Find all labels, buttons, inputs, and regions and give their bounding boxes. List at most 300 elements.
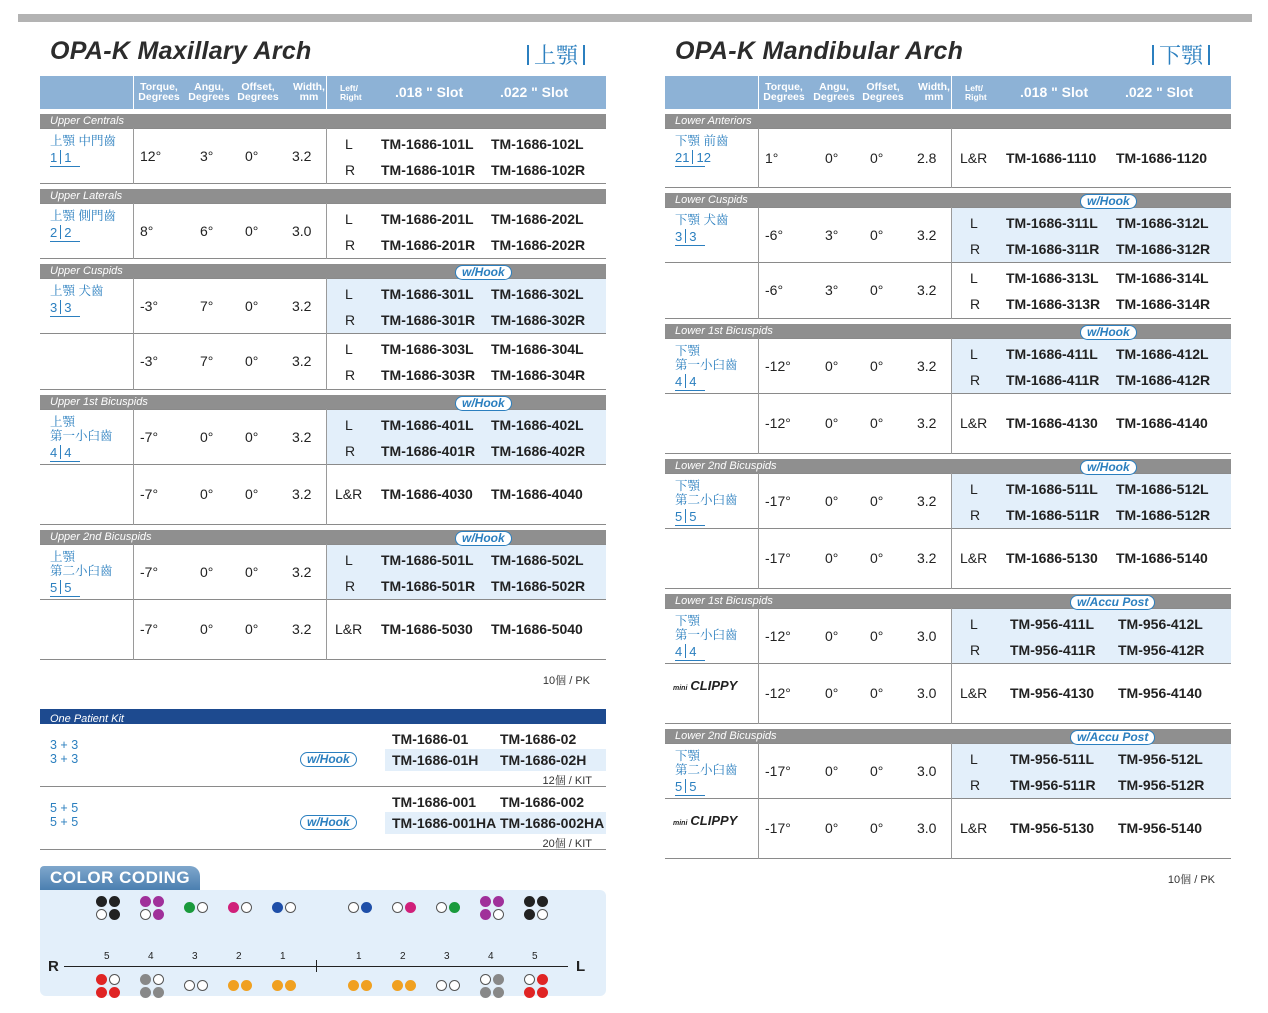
- kit-tooth-upper: [50, 738, 78, 752]
- part-018: TM-1686-5030: [381, 621, 473, 637]
- label-line: 下顎 前齒: [675, 134, 729, 148]
- tooth-left: 1: [50, 150, 58, 165]
- bracket-dot-bottom: [524, 974, 535, 985]
- slot-022-header: .022 " Slot: [1125, 84, 1194, 100]
- side-value: L: [345, 552, 353, 568]
- tooth-right: 5: [64, 580, 72, 595]
- bracket-dot-bottom: [197, 980, 208, 991]
- col-divider: [758, 128, 759, 188]
- kit-code-a: TM-1686-01H: [392, 752, 479, 768]
- part-018: TM-1686-511L: [1006, 481, 1098, 497]
- side-value: R: [345, 237, 356, 253]
- side-value: L: [345, 417, 353, 433]
- bracket-dot-bottom: [153, 974, 164, 985]
- part-018: TM-1686-201R: [381, 237, 476, 253]
- torque-header: [762, 82, 806, 102]
- bracket-dot-top: [109, 909, 120, 920]
- part-018: TM-1686-311L: [1006, 215, 1098, 231]
- kit-code-a: TM-1686-001: [392, 794, 477, 810]
- col-divider: [326, 128, 327, 184]
- table-row: [40, 128, 606, 184]
- bracket-dot-bottom: [480, 974, 491, 985]
- part-022: TM-1686-202R: [491, 237, 586, 253]
- table-row: [665, 338, 1231, 394]
- offset-value: 0°: [870, 763, 884, 779]
- part-018: TM-1686-501L: [381, 552, 474, 568]
- part-022: TM-1686-312R: [1116, 241, 1211, 257]
- torque-value: -7°: [140, 564, 159, 580]
- angulation-value: 7°: [200, 298, 214, 314]
- kit-code-b: TM-1686-02: [500, 731, 577, 747]
- side-value: R: [345, 443, 356, 459]
- kit-header: [40, 709, 606, 724]
- kt-bar: +: [56, 801, 72, 815]
- table-row: [665, 128, 1231, 188]
- kt: 3: [71, 752, 79, 766]
- kt: 3: [50, 738, 57, 752]
- offset-value: 0°: [245, 621, 259, 637]
- tooth-right: 2: [64, 225, 72, 240]
- width-header-l2: mm: [924, 91, 944, 103]
- kit-row: [40, 787, 606, 850]
- tooth-left: 5: [675, 509, 683, 524]
- offset-header: [236, 82, 280, 102]
- left-right-header: [965, 84, 987, 102]
- bracket-dot-bottom: [537, 974, 548, 985]
- offset-value: 0°: [870, 685, 884, 701]
- label-line: 下顎: [675, 749, 701, 763]
- torque-value: -7°: [140, 429, 159, 445]
- bracket-dot-bottom: [348, 980, 359, 991]
- side-value: L&R: [960, 685, 988, 701]
- width-header: [287, 82, 331, 102]
- tooth-right: 5: [689, 509, 697, 524]
- part-018: TM-956-411L: [1010, 616, 1095, 632]
- column-header: [40, 76, 606, 109]
- side-value: R: [345, 162, 356, 178]
- part-018: TM-1686-501R: [381, 578, 476, 594]
- table-row: [665, 473, 1231, 529]
- torque-value: 12°: [140, 148, 162, 164]
- tooth-left: 5: [675, 779, 683, 794]
- section-bar: [665, 324, 1231, 338]
- clippy-name: CLIPPY: [690, 813, 738, 828]
- panel-chinese-title: 上顎: [522, 39, 590, 70]
- bracket-dot-top: [480, 896, 491, 907]
- bracket-dot-top: [272, 902, 283, 913]
- angulation-value: 0°: [200, 429, 214, 445]
- angulation-value: 0°: [825, 628, 839, 644]
- part-022: TM-1686-512L: [1116, 481, 1209, 497]
- bracket-dot-bottom: [272, 980, 283, 991]
- tooth-right: 4: [689, 374, 697, 389]
- side-value: L&R: [960, 550, 988, 566]
- bracket-dot-top: [348, 902, 359, 913]
- part-022: TM-1686-304R: [491, 367, 586, 383]
- kt: 5: [50, 801, 57, 815]
- section-bar: [40, 530, 606, 544]
- bracket-dot-top: [524, 909, 535, 920]
- bracket-dot-bottom: [436, 980, 447, 991]
- label-line: 第一小臼齒: [675, 628, 738, 642]
- offset-header-l1: Offset,: [241, 81, 275, 93]
- part-022: TM-1686-412R: [1116, 372, 1211, 388]
- part-022: TM-1686-5140: [1116, 550, 1208, 566]
- kit-title: One Patient Kit: [50, 713, 124, 725]
- offset-value: 0°: [870, 415, 884, 431]
- color-coding: [40, 866, 606, 996]
- col-divider: [758, 473, 759, 589]
- part-022: TM-1686-102R: [491, 162, 586, 178]
- tooth-left: 4: [675, 374, 683, 389]
- bracket-dot-top: [392, 902, 403, 913]
- part-018: TM-1686-401L: [381, 417, 474, 433]
- bracket-dot-bottom: [109, 987, 120, 998]
- bracket-dot-bottom: [153, 987, 164, 998]
- part-022: TM-1686-314L: [1116, 270, 1209, 286]
- section-title: Lower Cuspids: [675, 194, 748, 206]
- lr-l2: Right: [965, 92, 987, 102]
- tooth-right: 1: [64, 150, 72, 165]
- kit-code-b: TM-1686-002HA: [500, 815, 605, 831]
- table-row: [665, 608, 1231, 664]
- table-row: [40, 600, 606, 660]
- kt-bar: +: [56, 738, 72, 752]
- tooth-left: 2: [50, 225, 58, 240]
- offset-header-l1: Offset,: [866, 81, 900, 93]
- side-value: L&R: [960, 150, 988, 166]
- angulation-value: 0°: [825, 550, 839, 566]
- torque-header-l2: Degrees: [763, 91, 805, 103]
- part-018: TM-1686-301R: [381, 312, 476, 328]
- bracket-dot-bottom: [361, 980, 372, 991]
- bracket-dot-top: [405, 902, 416, 913]
- panel-title: OPA-K Mandibular Arch: [675, 37, 964, 65]
- tooth-tick: 4: [148, 951, 154, 962]
- table-row: [665, 799, 1231, 859]
- hook-badge: w/Accu Post: [1070, 730, 1155, 745]
- part-018: TM-1686-1110: [1006, 150, 1097, 166]
- col-divider: [951, 743, 952, 859]
- part-018: TM-1686-511R: [1006, 507, 1100, 523]
- width-header-l1: Width,: [293, 81, 325, 93]
- bracket-dot-bottom: [449, 980, 460, 991]
- table-row: [665, 743, 1231, 799]
- group: [665, 207, 1231, 319]
- width-value: 3.0: [917, 820, 937, 836]
- bracket-dot-bottom: [96, 987, 107, 998]
- panel-heading: [40, 28, 606, 76]
- part-018: TM-1686-303L: [381, 341, 474, 357]
- kit-tooth-upper: [50, 801, 78, 815]
- tooth-right: 3: [64, 300, 72, 315]
- offset-value: 0°: [870, 628, 884, 644]
- col-divider: [133, 128, 134, 184]
- bracket-dot-top: [524, 896, 535, 907]
- col-divider: [326, 409, 327, 525]
- slot-018-header: .018 " Slot: [395, 84, 464, 100]
- angulation-header-l1: Angu,: [819, 81, 849, 93]
- part-022: TM-1686-1120: [1116, 150, 1208, 166]
- bracket-dot-bottom: [140, 974, 151, 985]
- label-line: 第一小臼齒: [675, 358, 738, 372]
- torque-header: [137, 82, 181, 102]
- bracket-dot-top: [241, 902, 252, 913]
- torque-value: -6°: [765, 282, 784, 298]
- kit-tooth-lower: [50, 815, 78, 829]
- col-divider: [133, 203, 134, 259]
- bracket-dot-top: [153, 896, 164, 907]
- tooth-left: 3: [50, 300, 58, 315]
- label-line: 下顎: [675, 479, 701, 493]
- offset-header-l2: Degrees: [237, 91, 279, 103]
- width-value: 3.2: [292, 298, 312, 314]
- col-divider: [133, 544, 134, 660]
- section-title: Upper 1st Bicuspids: [50, 396, 148, 408]
- kit-pack-size: 12個 / KIT: [542, 775, 592, 787]
- side-value: R: [970, 241, 981, 257]
- kt-bar: +: [56, 815, 72, 829]
- table-row: [40, 203, 606, 259]
- panel-heading: [665, 28, 1231, 76]
- part-022: TM-1686-402R: [491, 443, 586, 459]
- width-value: 3.2: [917, 282, 937, 298]
- width-header-l2: mm: [299, 91, 319, 103]
- side-value: L: [970, 270, 978, 286]
- header-separator: [326, 76, 327, 109]
- tooth-tick: 5: [104, 951, 110, 962]
- label-line: 下顎: [675, 344, 701, 358]
- group: [40, 128, 606, 184]
- table-row: [40, 544, 606, 600]
- part-022: TM-956-4140: [1118, 685, 1203, 701]
- offset-value: 0°: [870, 820, 884, 836]
- part-022: TM-1686-4040: [491, 486, 583, 502]
- section-title: Upper Centrals: [50, 115, 124, 127]
- mandibular-panel: [665, 28, 1231, 887]
- side-value: R: [970, 296, 981, 312]
- part-018: TM-1686-313R: [1006, 296, 1101, 312]
- label-line: 上顎 中門齒: [50, 134, 116, 148]
- side-value: L&R: [960, 820, 988, 836]
- bracket-dot-bottom: [96, 974, 107, 985]
- part-018: TM-956-411R: [1010, 642, 1096, 658]
- side-value: L: [345, 211, 353, 227]
- kt: 5: [50, 815, 57, 829]
- tooth-left: 21: [675, 150, 690, 165]
- label-line: 上顎 側門齒: [50, 209, 116, 223]
- section-title: Upper Cuspids: [50, 265, 123, 277]
- angulation-value: 0°: [200, 486, 214, 502]
- offset-value: 0°: [245, 429, 259, 445]
- col-divider: [133, 409, 134, 525]
- kit-row: [40, 724, 606, 787]
- kt: 5: [71, 801, 79, 815]
- angulation-value: 0°: [825, 763, 839, 779]
- bracket-dot-top: [153, 909, 164, 920]
- width-value: 2.8: [917, 150, 937, 166]
- width-value: 3.2: [292, 621, 312, 637]
- part-022: TM-956-5140: [1118, 820, 1203, 836]
- offset-value: 0°: [245, 353, 259, 369]
- part-018: TM-1686-411L: [1006, 346, 1098, 362]
- torque-header-l1: Torque,: [140, 81, 178, 93]
- label-line: 第二小臼齒: [675, 763, 738, 777]
- side-l: L: [576, 958, 586, 975]
- angulation-value: 0°: [200, 564, 214, 580]
- side-value: L: [970, 346, 978, 362]
- tooth-tick: 3: [192, 951, 198, 962]
- offset-value: 0°: [870, 282, 884, 298]
- part-022: TM-956-412L: [1118, 616, 1203, 632]
- offset-header-l2: Degrees: [862, 91, 904, 103]
- offset-value: 0°: [245, 564, 259, 580]
- tooth-right: 4: [64, 445, 72, 460]
- torque-value: -17°: [765, 550, 791, 566]
- torque-header-l2: Degrees: [138, 91, 180, 103]
- col-divider: [951, 128, 952, 188]
- label-line: 第二小臼齒: [675, 493, 738, 507]
- part-018: TM-1686-5130: [1006, 550, 1098, 566]
- part-022: TM-1686-102L: [491, 136, 584, 152]
- part-018: TM-1686-101L: [381, 136, 474, 152]
- tooth-tick: 2: [400, 951, 406, 962]
- bracket-dot-top: [96, 896, 107, 907]
- col-divider: [758, 207, 759, 319]
- col-divider: [951, 473, 952, 589]
- section-bar: [665, 114, 1231, 128]
- bracket-dot-top: [197, 902, 208, 913]
- section-bar: [665, 729, 1231, 743]
- torque-value: -12°: [765, 358, 791, 374]
- part-022: TM-1686-502R: [491, 578, 586, 594]
- label-line: 下顎 犬齒: [675, 213, 729, 227]
- kit-code-a: TM-1686-001HA: [392, 815, 497, 831]
- tooth-tick: 2: [236, 951, 242, 962]
- bracket-dot-top: [184, 902, 195, 913]
- kit-hook-badge: w/Hook: [300, 752, 357, 767]
- col-divider: [758, 338, 759, 454]
- width-value: 3.0: [917, 685, 937, 701]
- torque-value: -6°: [765, 227, 784, 243]
- hook-badge: w/Hook: [455, 531, 512, 546]
- kt: 3: [71, 738, 79, 752]
- bracket-dot-bottom: [392, 980, 403, 991]
- angulation-value: 6°: [200, 223, 214, 239]
- bracket-dot-bottom: [493, 987, 504, 998]
- offset-value: 0°: [870, 150, 884, 166]
- table-row: [40, 334, 606, 390]
- one-patient-kit: [40, 709, 606, 850]
- left-right-header: [340, 84, 362, 102]
- bracket-dot-top: [228, 902, 239, 913]
- offset-value: 0°: [870, 358, 884, 374]
- angulation-header: [187, 82, 231, 102]
- offset-value: 0°: [245, 486, 259, 502]
- column-header: [665, 76, 1231, 109]
- width-value: 3.2: [917, 550, 937, 566]
- kit-tooth: [50, 801, 78, 829]
- color-coding-box: [40, 890, 606, 996]
- bracket-dot-top: [140, 896, 151, 907]
- color-coding-title: COLOR CODING: [40, 866, 200, 890]
- table-row: [665, 394, 1231, 454]
- tooth-right: 4: [689, 644, 697, 659]
- width-value: 3.2: [292, 564, 312, 580]
- group: [40, 278, 606, 390]
- part-022: TM-1686-202L: [491, 211, 584, 227]
- width-value: 3.2: [917, 493, 937, 509]
- bracket-dot-top: [140, 909, 151, 920]
- pack-size: 10個 / PK: [542, 675, 590, 687]
- angulation-value: 0°: [825, 358, 839, 374]
- torque-value: -12°: [765, 415, 791, 431]
- tooth-tick: 4: [488, 951, 494, 962]
- group: [665, 128, 1231, 188]
- col-divider: [326, 203, 327, 259]
- bracket-dot-top: [449, 902, 460, 913]
- bracket-dot-bottom: [480, 987, 491, 998]
- part-022: TM-1686-312L: [1116, 215, 1209, 231]
- side-value: L&R: [335, 621, 363, 637]
- section-title: Lower Anteriors: [675, 115, 752, 127]
- offset-value: 0°: [870, 227, 884, 243]
- torque-header-l1: Torque,: [765, 81, 803, 93]
- part-022: TM-1686-502L: [491, 552, 584, 568]
- kit-code-b: TM-1686-002: [500, 794, 585, 810]
- bracket-dot-bottom: [241, 980, 252, 991]
- part-018: TM-1686-313L: [1006, 270, 1099, 286]
- part-018: TM-956-511R: [1010, 777, 1096, 793]
- clippy-name: CLIPPY: [690, 678, 738, 693]
- section-bar: [40, 114, 606, 128]
- angulation-value: 0°: [825, 415, 839, 431]
- table-row: [40, 278, 606, 334]
- torque-value: -12°: [765, 685, 791, 701]
- group: [665, 743, 1231, 859]
- angulation-value: 3°: [200, 148, 214, 164]
- col-divider: [951, 338, 952, 454]
- width-header-l1: Width,: [918, 81, 950, 93]
- torque-value: 1°: [765, 150, 779, 166]
- part-022: TM-1686-314R: [1116, 296, 1211, 312]
- hook-badge: w/Hook: [1080, 460, 1137, 475]
- bracket-dot-bottom: [493, 974, 504, 985]
- angulation-header-l1: Angu,: [194, 81, 224, 93]
- kit-tooth-lower: [50, 752, 78, 766]
- kit-code-b: TM-1686-02H: [500, 752, 587, 768]
- part-018: TM-1686-4030: [381, 486, 473, 502]
- col-divider: [326, 544, 327, 660]
- torque-value: -12°: [765, 628, 791, 644]
- bracket-dot-top: [493, 909, 504, 920]
- section-bar: [665, 459, 1231, 473]
- part-018: TM-956-5130: [1010, 820, 1095, 836]
- clippy-prefix: mini: [673, 820, 688, 827]
- torque-value: -17°: [765, 820, 791, 836]
- tooth-tick: 3: [444, 951, 450, 962]
- angulation-value: 0°: [825, 685, 839, 701]
- header-separator: [951, 76, 952, 109]
- width-value: 3.0: [917, 628, 937, 644]
- part-022: TM-1686-304L: [491, 341, 584, 357]
- bracket-dot-top: [480, 909, 491, 920]
- tooth-tick: 1: [356, 951, 362, 962]
- table-row: [665, 529, 1231, 589]
- col-divider: [951, 207, 952, 319]
- part-018: TM-956-4130: [1010, 685, 1095, 701]
- kt-bar: +: [56, 752, 72, 766]
